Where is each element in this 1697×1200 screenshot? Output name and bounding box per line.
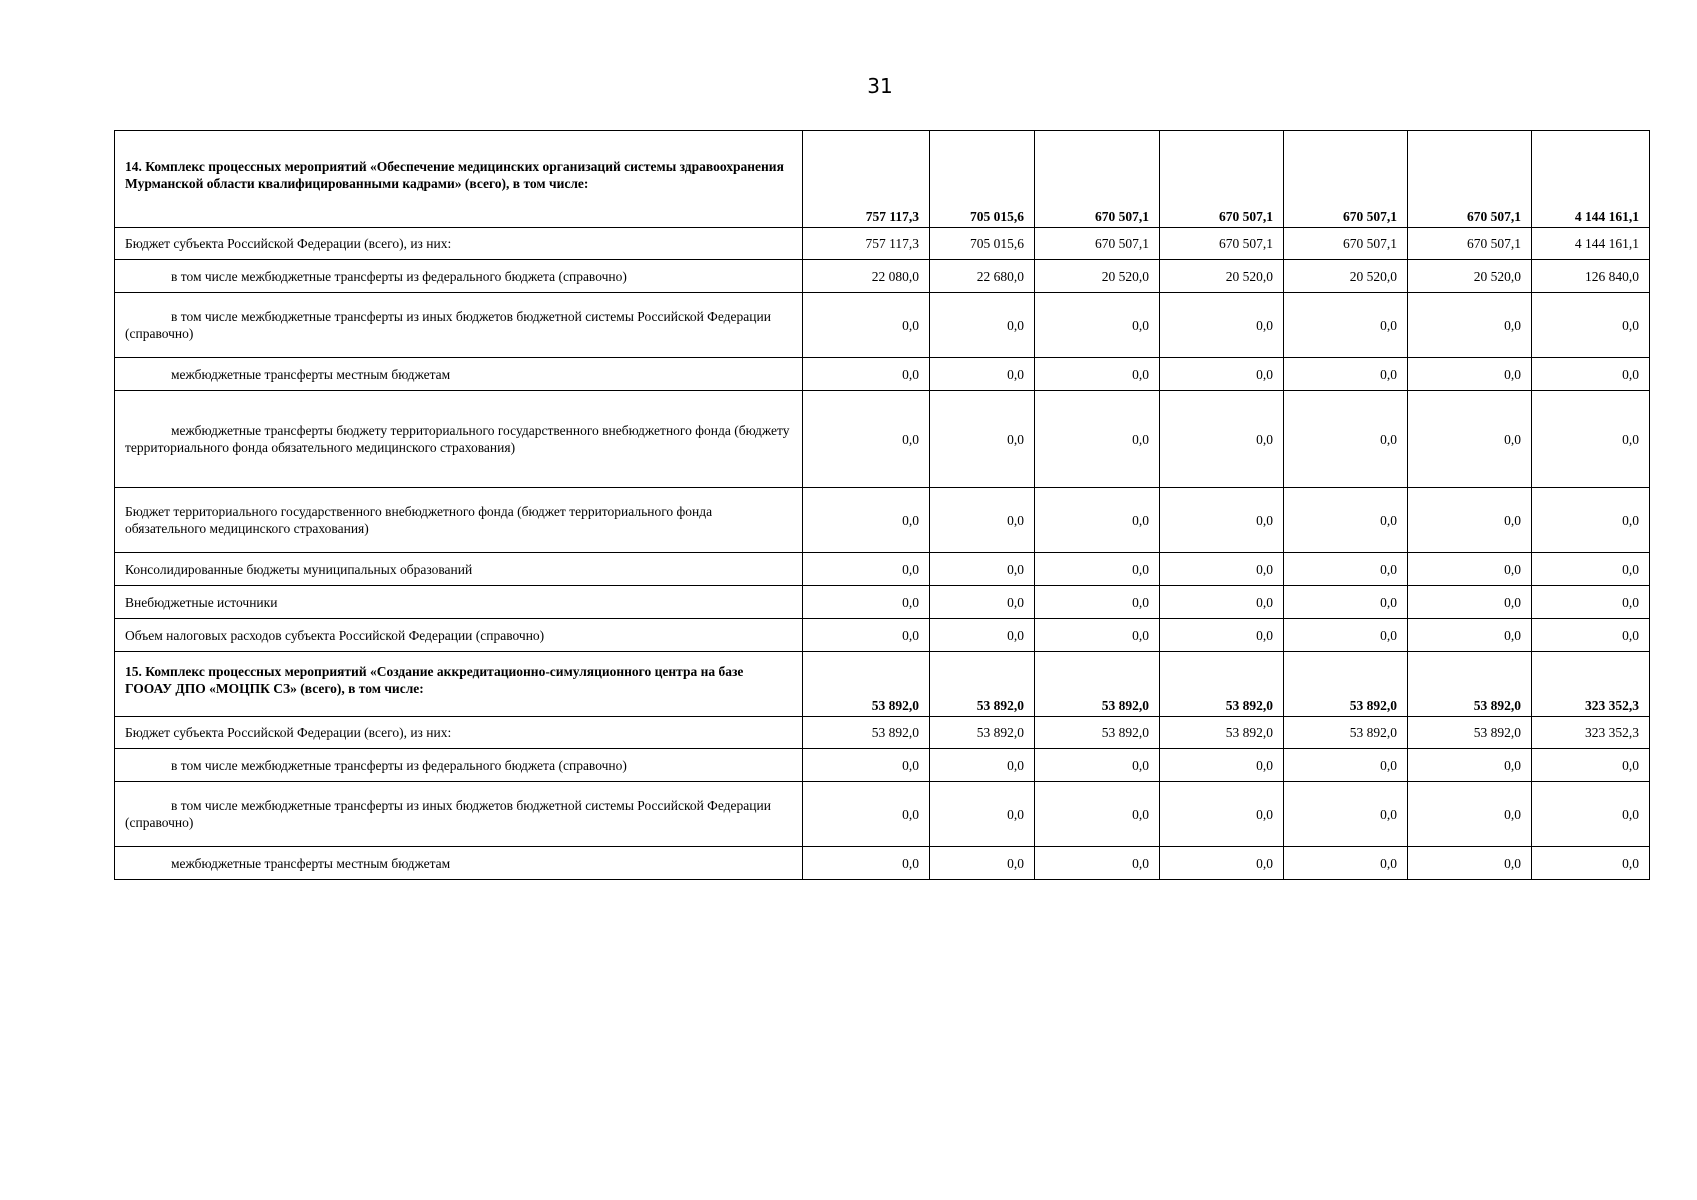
value-cell: 53 892,0	[930, 717, 1035, 749]
row-label: Бюджет территориального государственного внебюджетного фонда (бюджет территориального фонда обязательного медицинского страхования)	[115, 488, 803, 553]
value-cell: 53 892,0	[1035, 717, 1160, 749]
value-cell: 0,0	[1035, 358, 1160, 391]
value-cell: 0,0	[1035, 391, 1160, 488]
value-cell: 0,0	[930, 553, 1035, 586]
value-cell: 0,0	[1532, 391, 1650, 488]
value-cell: 670 507,1	[1408, 131, 1532, 228]
value-cell: 670 507,1	[1035, 131, 1160, 228]
value-cell: 0,0	[930, 619, 1035, 652]
value-cell: 705 015,6	[930, 131, 1035, 228]
table-row	[115, 847, 1650, 880]
table-body	[115, 131, 1650, 880]
value-cell: 670 507,1	[1160, 228, 1284, 260]
value-cell: 0,0	[930, 488, 1035, 553]
value-cell: 0,0	[1035, 782, 1160, 847]
value-cell: 0,0	[1408, 391, 1532, 488]
value-cell: 757 117,3	[803, 131, 930, 228]
value-cell: 323 352,3	[1532, 717, 1650, 749]
table-row	[115, 488, 1650, 553]
table-row	[115, 586, 1650, 619]
value-cell: 53 892,0	[1408, 652, 1532, 717]
value-cell: 0,0	[803, 782, 930, 847]
value-cell: 0,0	[803, 391, 930, 488]
value-cell: 53 892,0	[1160, 717, 1284, 749]
row-label: Консолидированные бюджеты муниципальных образований	[115, 553, 803, 586]
value-cell: 0,0	[1160, 847, 1284, 880]
value-cell: 0,0	[930, 847, 1035, 880]
value-cell: 0,0	[930, 782, 1035, 847]
table-row	[115, 749, 1650, 782]
value-cell: 0,0	[803, 553, 930, 586]
value-cell: 0,0	[1408, 358, 1532, 391]
value-cell: 0,0	[1160, 782, 1284, 847]
value-cell: 0,0	[1035, 749, 1160, 782]
value-cell: 0,0	[1160, 586, 1284, 619]
table-row	[115, 652, 1650, 717]
row-label: Объем налоговых расходов субъекта Российской Федерации (справочно)	[115, 619, 803, 652]
value-cell: 0,0	[1160, 391, 1284, 488]
row-label: межбюджетные трансферты местным бюджетам	[115, 847, 803, 880]
value-cell: 22 680,0	[930, 260, 1035, 293]
value-cell: 0,0	[1532, 488, 1650, 553]
value-cell: 0,0	[1160, 488, 1284, 553]
table-row	[115, 717, 1650, 749]
value-cell: 0,0	[803, 847, 930, 880]
value-cell: 0,0	[1035, 847, 1160, 880]
value-cell: 53 892,0	[1408, 717, 1532, 749]
value-cell: 0,0	[803, 749, 930, 782]
value-cell: 0,0	[803, 293, 930, 358]
value-cell: 0,0	[1284, 553, 1408, 586]
value-cell: 0,0	[930, 586, 1035, 619]
value-cell: 53 892,0	[803, 717, 930, 749]
table-row	[115, 293, 1650, 358]
row-label: Внебюджетные источники	[115, 586, 803, 619]
value-cell: 757 117,3	[803, 228, 930, 260]
value-cell: 0,0	[1160, 293, 1284, 358]
value-cell: 0,0	[1284, 782, 1408, 847]
value-cell: 0,0	[1035, 488, 1160, 553]
value-cell: 670 507,1	[1408, 228, 1532, 260]
value-cell: 20 520,0	[1160, 260, 1284, 293]
value-cell: 0,0	[1284, 391, 1408, 488]
value-cell: 53 892,0	[1284, 652, 1408, 717]
row-label: межбюджетные трансферты местным бюджетам	[115, 358, 803, 391]
table-row	[115, 782, 1650, 847]
value-cell: 0,0	[1284, 749, 1408, 782]
value-cell: 0,0	[1284, 488, 1408, 553]
value-cell: 0,0	[1532, 619, 1650, 652]
value-cell: 53 892,0	[1284, 717, 1408, 749]
value-cell: 126 840,0	[1532, 260, 1650, 293]
value-cell: 0,0	[1284, 586, 1408, 619]
value-cell: 0,0	[803, 586, 930, 619]
value-cell: 0,0	[1284, 847, 1408, 880]
value-cell: 0,0	[1160, 619, 1284, 652]
row-label: Бюджет субъекта Российской Федерации (всего), из них:	[115, 717, 803, 749]
row-label: 15. Комплекс процессных мероприятий «Создание аккредитационно-симуляционного центра на базе ГООАУ ДПО «МОЦПК СЗ» (всего), в том числе:	[115, 652, 803, 717]
page-number: 31	[867, 74, 893, 98]
value-cell: 0,0	[1160, 553, 1284, 586]
value-cell: 670 507,1	[1284, 228, 1408, 260]
value-cell: 323 352,3	[1532, 652, 1650, 717]
value-cell: 0,0	[1408, 293, 1532, 358]
row-label: в том числе межбюджетные трансферты из иных бюджетов бюджетной системы Российской Федерации (справочно)	[115, 293, 803, 358]
table-row	[115, 260, 1650, 293]
value-cell: 0,0	[803, 488, 930, 553]
value-cell: 0,0	[1532, 553, 1650, 586]
value-cell: 53 892,0	[803, 652, 930, 717]
value-cell: 0,0	[1532, 358, 1650, 391]
value-cell: 53 892,0	[930, 652, 1035, 717]
table-row	[115, 391, 1650, 488]
value-cell: 0,0	[1284, 358, 1408, 391]
value-cell: 0,0	[1408, 586, 1532, 619]
row-label: межбюджетные трансферты бюджету территориального государственного внебюджетного фонда (бюджету территориального фонда обязательного медицинского страхования)	[115, 391, 803, 488]
value-cell: 0,0	[1532, 586, 1650, 619]
table-row	[115, 553, 1650, 586]
value-cell: 0,0	[1035, 619, 1160, 652]
value-cell: 0,0	[1532, 749, 1650, 782]
value-cell: 22 080,0	[803, 260, 930, 293]
row-label: Бюджет субъекта Российской Федерации (всего), из них:	[115, 228, 803, 260]
value-cell: 0,0	[1408, 619, 1532, 652]
value-cell: 4 144 161,1	[1532, 131, 1650, 228]
table-row	[115, 619, 1650, 652]
value-cell: 0,0	[1035, 586, 1160, 619]
value-cell: 0,0	[1160, 358, 1284, 391]
value-cell: 705 015,6	[930, 228, 1035, 260]
value-cell: 0,0	[803, 358, 930, 391]
value-cell: 0,0	[930, 293, 1035, 358]
value-cell: 0,0	[1408, 847, 1532, 880]
value-cell: 0,0	[803, 619, 930, 652]
row-label: 14. Комплекс процессных мероприятий «Обеспечение медицинских организаций системы здравоохранения Мурманской области квалифицированными кадрами» (всего), в том числе:	[115, 131, 803, 228]
value-cell: 0,0	[930, 391, 1035, 488]
value-cell: 0,0	[1408, 782, 1532, 847]
value-cell: 20 520,0	[1408, 260, 1532, 293]
value-cell: 0,0	[1284, 619, 1408, 652]
value-cell: 670 507,1	[1035, 228, 1160, 260]
value-cell: 670 507,1	[1284, 131, 1408, 228]
value-cell: 53 892,0	[1035, 652, 1160, 717]
value-cell: 0,0	[1035, 293, 1160, 358]
value-cell: 53 892,0	[1160, 652, 1284, 717]
value-cell: 0,0	[930, 358, 1035, 391]
row-label: в том числе межбюджетные трансферты из иных бюджетов бюджетной системы Российской Федерации (справочно)	[115, 782, 803, 847]
value-cell: 0,0	[1408, 749, 1532, 782]
value-cell: 0,0	[1035, 553, 1160, 586]
value-cell: 0,0	[1284, 293, 1408, 358]
value-cell: 0,0	[930, 749, 1035, 782]
value-cell: 0,0	[1532, 782, 1650, 847]
value-cell: 0,0	[1408, 488, 1532, 553]
value-cell: 0,0	[1408, 553, 1532, 586]
value-cell: 4 144 161,1	[1532, 228, 1650, 260]
row-label: в том числе межбюджетные трансферты из федерального бюджета (справочно)	[115, 260, 803, 293]
value-cell: 670 507,1	[1160, 131, 1284, 228]
budget-table	[114, 130, 1650, 880]
value-cell: 0,0	[1160, 749, 1284, 782]
table-row	[115, 358, 1650, 391]
value-cell: 20 520,0	[1284, 260, 1408, 293]
value-cell: 0,0	[1532, 847, 1650, 880]
table-row	[115, 131, 1650, 228]
value-cell: 0,0	[1532, 293, 1650, 358]
table-row	[115, 228, 1650, 260]
row-label: в том числе межбюджетные трансферты из федерального бюджета (справочно)	[115, 749, 803, 782]
value-cell: 20 520,0	[1035, 260, 1160, 293]
